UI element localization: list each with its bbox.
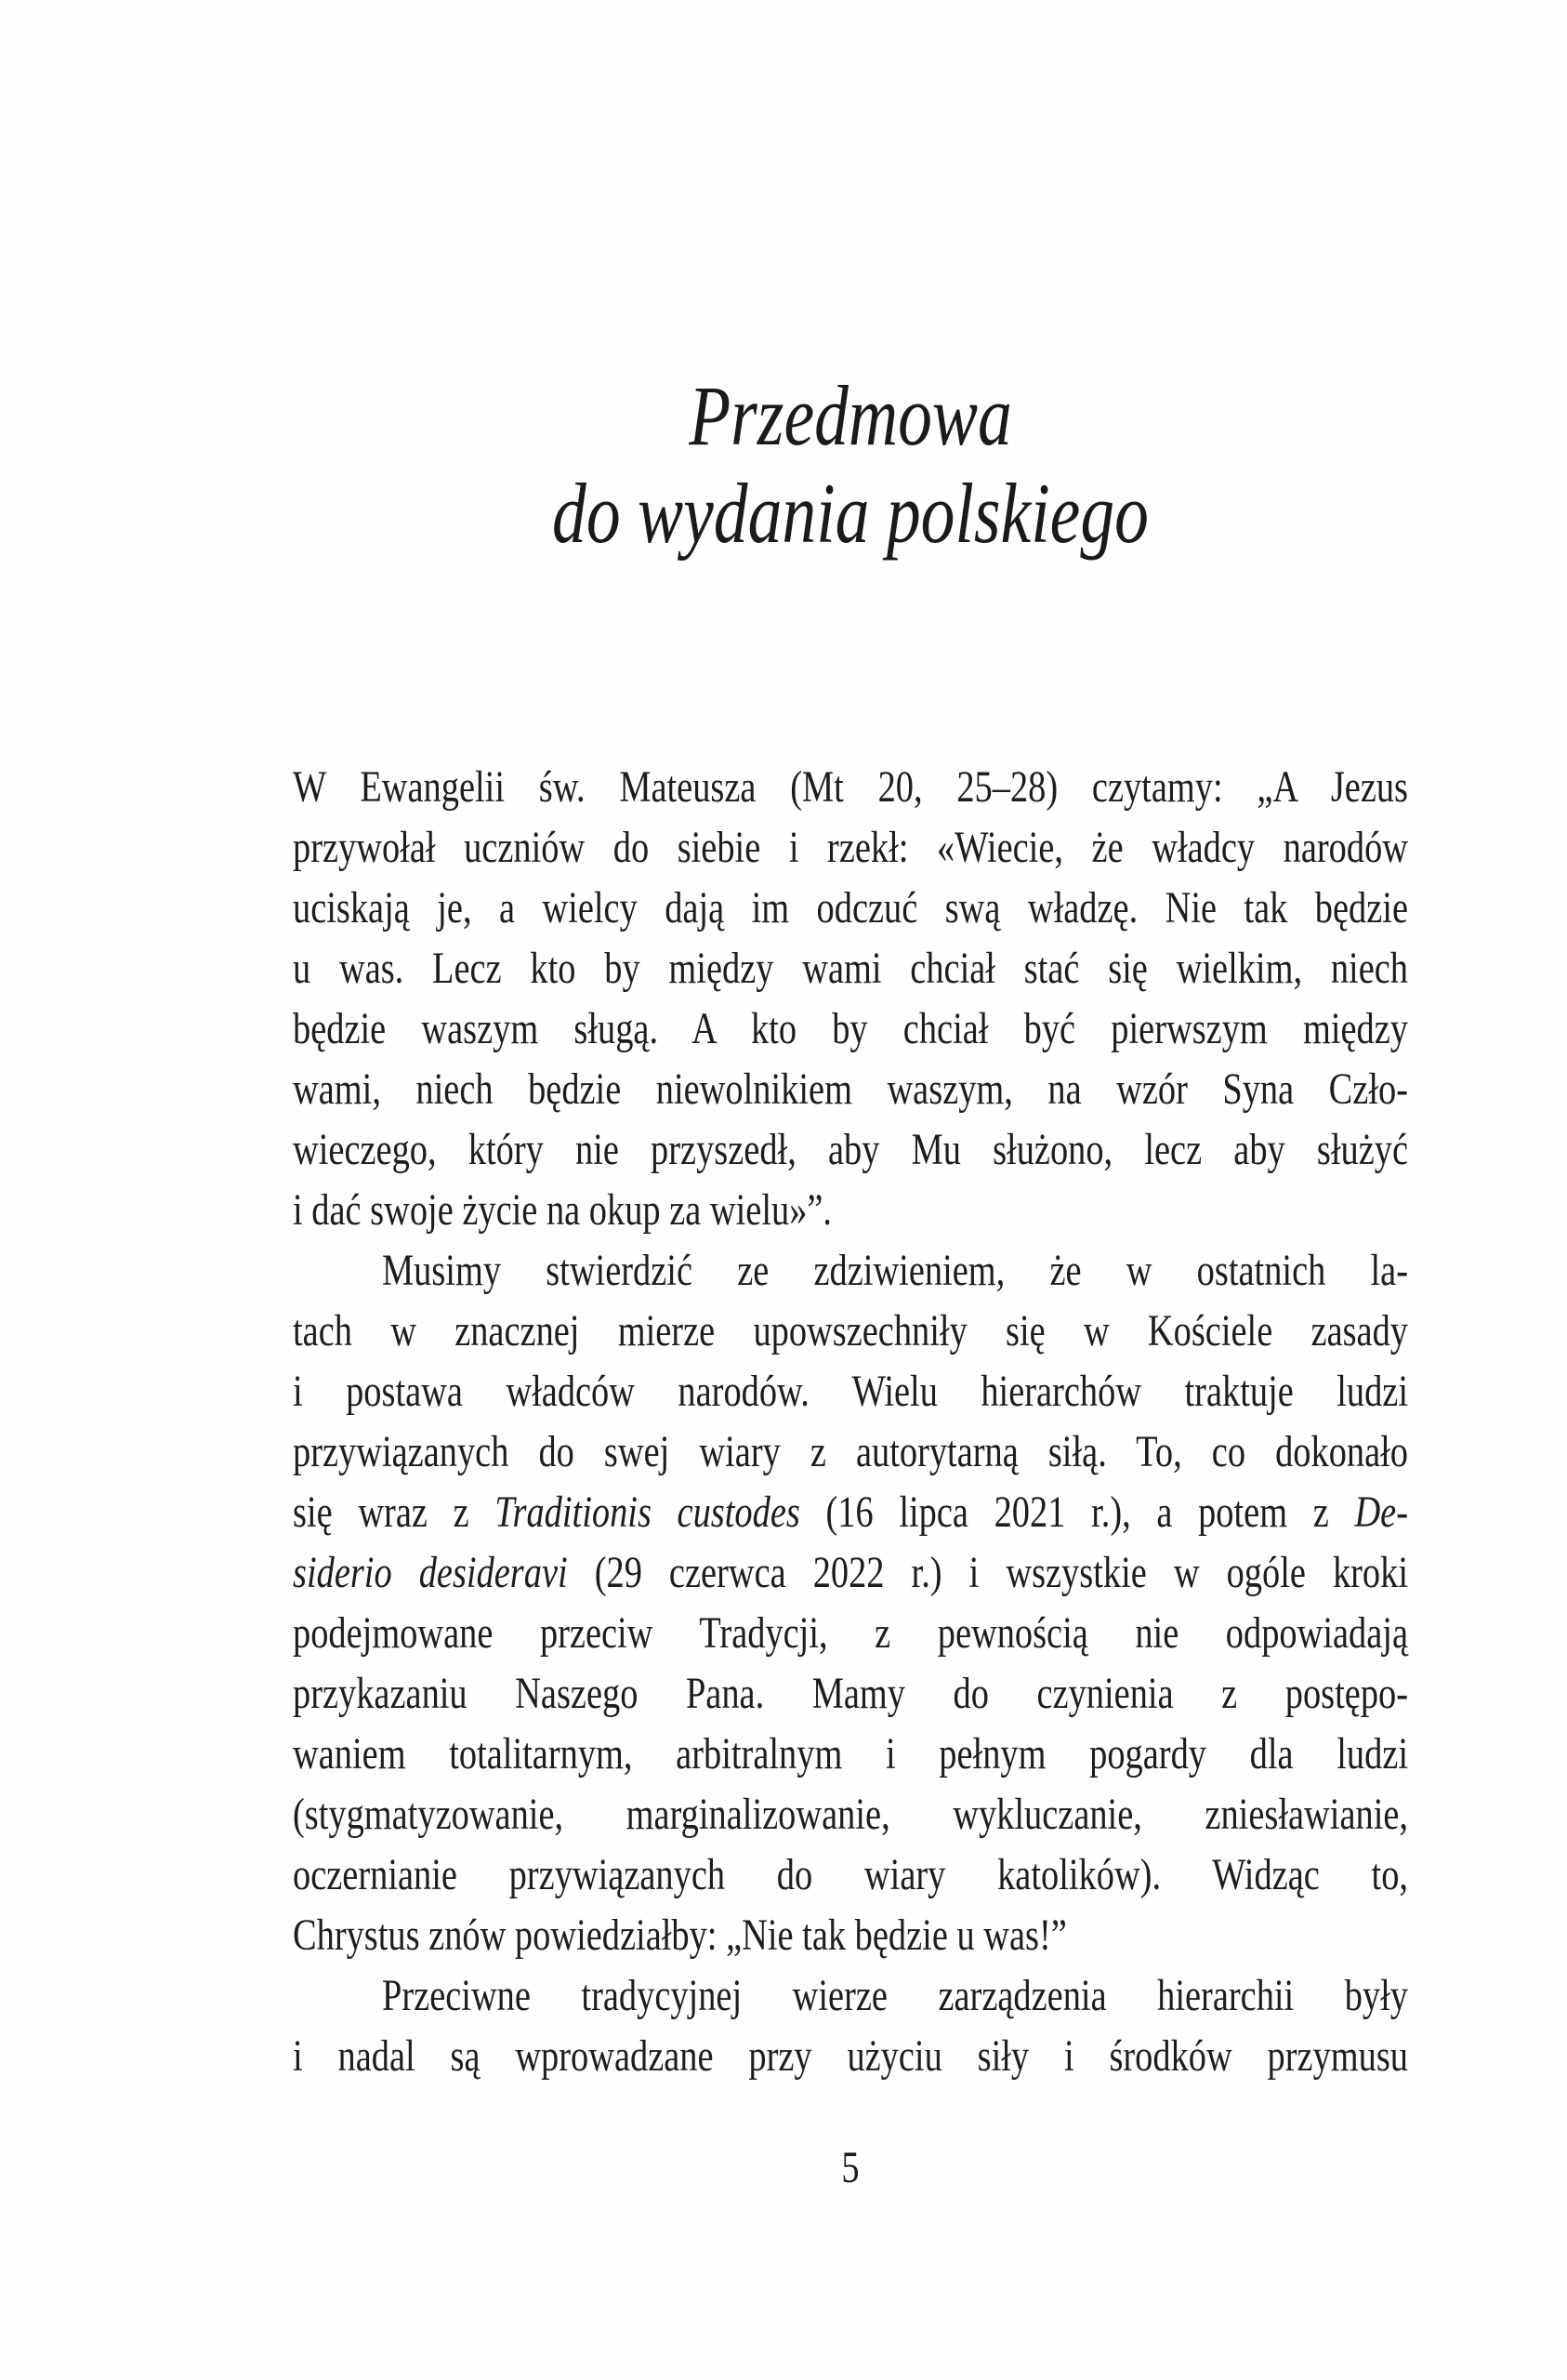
text-segment: będzie waszym sługą. A kto by chciał być pierwszym między bbox=[293, 1004, 1408, 1053]
text-segment: (stygmatyzowanie, marginalizowanie, wykluczanie, zniesławianie, bbox=[293, 1790, 1408, 1839]
text-line bbox=[293, 1059, 1408, 1119]
text-segment: (29 czerwca 2022 r.) i wszystkie w ogóle kroki bbox=[567, 1548, 1408, 1597]
italic-text: Traditionis custodes bbox=[494, 1488, 800, 1537]
text-line bbox=[293, 1119, 1408, 1180]
text-segment: Przeciwne tradycyjnej wierze zarządzenia hierarchii były bbox=[382, 1971, 1408, 2020]
title-line-1: Przedmowa bbox=[689, 368, 1012, 463]
text-segment: Musimy stwierdzić ze zdziwieniem, że w ostatnich la- bbox=[382, 1246, 1408, 1295]
text-line bbox=[293, 1724, 1408, 1784]
text-line bbox=[293, 817, 1408, 878]
page-number: 5 bbox=[841, 2143, 860, 2192]
text-segment: wami, niech będzie niewolnikiem waszym, na wzór Syna Czło- bbox=[293, 1064, 1408, 1114]
text-segment: (16 lipca 2021 r.), a potem z bbox=[799, 1488, 1355, 1537]
text-line bbox=[293, 1482, 1408, 1542]
italic-text: De- bbox=[1354, 1488, 1409, 1537]
text-segment: W Ewangelii św. Mateusza (Mt 20, 25–28) czytamy: „A Jezus bbox=[293, 762, 1408, 812]
text-segment: i dać swoje życie na okup za wielu»”. bbox=[293, 1185, 833, 1235]
text-segment: uciskają je, a wielcy dają im odczuć swą władzę. Nie tak będzie bbox=[293, 883, 1408, 932]
text-line bbox=[293, 1240, 1408, 1301]
text-segment: i nadal są wprowadzane przy użyciu siły i środków przymusu bbox=[293, 2031, 1408, 2081]
paragraph bbox=[293, 1965, 1408, 2086]
text-line bbox=[293, 1663, 1408, 1724]
text-line bbox=[293, 1905, 1408, 1965]
text-column bbox=[293, 0, 1408, 2196]
text-segment: u was. Lecz kto by między wami chciał stać się wielkim, niech bbox=[293, 944, 1408, 993]
text-segment: się wraz z bbox=[293, 1488, 495, 1537]
text-line bbox=[293, 1301, 1408, 1361]
text-segment: przywiązanych do swej wiary z autorytarną siłą. To, co dokonało bbox=[293, 1427, 1408, 1476]
text-segment: przykazaniu Naszego Pana. Mamy do czynienia z postępo- bbox=[293, 1669, 1408, 1718]
paragraph bbox=[293, 1240, 1408, 1965]
page-title bbox=[293, 367, 1408, 562]
paragraph bbox=[293, 757, 1408, 1240]
text-segment: przywołał uczniów do siebie i rzekł: «Wiecie, że władcy narodów bbox=[293, 823, 1408, 872]
text-segment: podejmowane przeciw Tradycji, z pewnością nie odpowiadają bbox=[293, 1608, 1408, 1658]
text-segment: oczernianie przywiązanych do wiary katolików). Widząc to, bbox=[293, 1850, 1408, 1899]
title-line-2: do wydania polskiego bbox=[552, 466, 1149, 561]
text-segment: i postawa władców narodów. Wielu hierarchów traktuje ludzi bbox=[293, 1367, 1408, 1416]
text-line bbox=[293, 757, 1408, 817]
text-line bbox=[293, 1603, 1408, 1663]
text-line bbox=[293, 1421, 1408, 1482]
text-line bbox=[293, 938, 1408, 998]
text-line bbox=[293, 998, 1408, 1059]
text-segment: wieczego, który nie przyszedł, aby Mu służono, lecz aby służyć bbox=[293, 1125, 1408, 1174]
text-line bbox=[293, 1180, 1408, 1240]
text-segment: waniem totalitarnym, arbitralnym i pełnym pogardy dla ludzi bbox=[293, 1729, 1408, 1778]
text-line bbox=[293, 1361, 1408, 1421]
text-segment: Chrystus znów powiedziałby: „Nie tak będzie u was!” bbox=[293, 1911, 1067, 1960]
text-line bbox=[293, 1844, 1408, 1905]
text-line bbox=[293, 1784, 1408, 1844]
text-line bbox=[293, 1542, 1408, 1603]
text-segment: tach w znacznej mierze upowszechniły się w Kościele zasady bbox=[293, 1306, 1408, 1355]
italic-text: siderio desideravi bbox=[293, 1548, 568, 1597]
text-line bbox=[293, 1965, 1408, 2026]
text-line bbox=[293, 2026, 1408, 2086]
text-line bbox=[293, 878, 1408, 938]
body-text bbox=[293, 757, 1408, 2086]
